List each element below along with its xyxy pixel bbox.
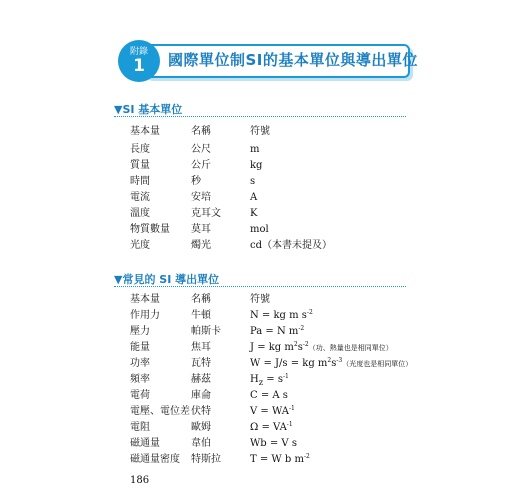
column-header-symbol: 符號 [250, 126, 270, 137]
table-row [0, 436, 520, 452]
formula-text: J = kg m [250, 342, 294, 353]
quantity-cell: 磁通量 [130, 438, 160, 449]
formula-exponent: -1 [286, 421, 293, 428]
symbol-cell: A [250, 192, 258, 203]
formula-exponent: -3 [336, 357, 343, 364]
table-row [0, 452, 520, 468]
table-row [0, 356, 520, 372]
symbol-cell: cd（本書未提及） [250, 240, 333, 251]
formula-text: Wb = V s [250, 438, 297, 449]
formula-cell [250, 324, 304, 340]
column-header-symbol: 符號 [250, 294, 270, 305]
symbol-cell: K [250, 208, 258, 219]
quantity-cell: 頻率 [130, 374, 150, 385]
symbol-cell: m [250, 144, 260, 155]
formula-exponent: -1 [288, 405, 295, 412]
column-header-name: 名稱 [191, 126, 211, 137]
table-row [0, 388, 520, 404]
quantity-cell: 磁通量密度 [130, 454, 180, 465]
unit-name-cell: 焦耳 [191, 342, 211, 353]
appendix-number: 1 [133, 56, 145, 76]
quantity-cell: 溫度 [130, 208, 150, 219]
unit-name-cell: 燭光 [191, 240, 211, 251]
formula-exponent: -2 [302, 341, 309, 348]
quantity-cell: 質量 [130, 160, 150, 171]
appendix-header [118, 40, 418, 82]
unit-name-cell: 伏特 [191, 406, 211, 417]
page-number: 186 [130, 475, 150, 486]
table-row [0, 238, 520, 254]
formula-cell [250, 388, 288, 404]
appendix-badge [118, 40, 160, 82]
unit-name-cell: 韋伯 [191, 438, 211, 449]
table-row [0, 174, 520, 190]
page-title: 國際單位制SI的基本單位與導出單位 [168, 51, 418, 69]
formula-note: （光度也是相同單位） [342, 360, 413, 368]
unit-name-cell: 克耳文 [191, 208, 221, 219]
formula-text: Pa = N m [250, 326, 299, 337]
formula-text: C = A s [250, 390, 288, 401]
base-table-header [0, 124, 520, 140]
symbol-cell: s [250, 176, 256, 187]
section-divider [114, 286, 406, 287]
symbol-cell: mol [250, 224, 269, 235]
formula-text: = s [263, 374, 283, 385]
unit-name-cell: 赫茲 [191, 374, 211, 385]
unit-name-cell: 公斤 [191, 160, 211, 171]
quantity-cell: 光度 [130, 240, 150, 251]
unit-name-cell: 庫侖 [191, 390, 211, 401]
formula-cell [250, 420, 293, 436]
unit-name-cell: 帕斯卡 [191, 326, 221, 337]
derived-section-title: ▼常見的 SI 導出單位 [114, 273, 220, 286]
unit-name-cell: 公尺 [191, 144, 211, 155]
derived-table-header [0, 292, 520, 308]
formula-exponent: -2 [303, 453, 310, 460]
table-row [0, 340, 520, 356]
quantity-cell: 電壓、電位差 [130, 406, 190, 417]
formula-cell [250, 356, 412, 372]
quantity-cell: 能量 [130, 342, 150, 353]
formula-text: Ω = VA [250, 422, 287, 433]
unit-name-cell: 秒 [191, 176, 201, 187]
formula-exponent: -2 [298, 325, 305, 332]
table-row [0, 404, 520, 420]
unit-name-cell: 特斯拉 [191, 454, 221, 465]
quantity-cell: 功率 [130, 358, 150, 369]
table-row [0, 308, 520, 324]
formula-text: V = WA [250, 406, 289, 417]
base-section-title: ▼SI 基本單位 [114, 103, 183, 116]
quantity-cell: 作用力 [130, 310, 160, 321]
formula-text: s [331, 358, 337, 369]
unit-name-cell: 安培 [191, 192, 211, 203]
quantity-cell: 電流 [130, 192, 150, 203]
column-header-name: 名稱 [191, 294, 211, 305]
table-row [0, 324, 520, 340]
table-row [0, 142, 520, 158]
formula-text: T = W b m [250, 454, 304, 465]
formula-subscript: z [258, 377, 264, 387]
unit-name-cell: 牛頓 [191, 310, 211, 321]
table-row [0, 158, 520, 174]
formula-exponent: 2 [293, 341, 298, 348]
quantity-cell: 電阻 [130, 422, 150, 433]
formula-text: H [250, 374, 259, 385]
formula-cell [250, 436, 297, 452]
table-row [0, 420, 520, 436]
formula-cell [250, 452, 310, 468]
column-header-quantity: 基本量 [130, 294, 160, 305]
table-row [0, 190, 520, 206]
formula-cell [250, 340, 393, 356]
unit-name-cell: 莫耳 [191, 224, 211, 235]
unit-name-cell: 瓦特 [191, 358, 211, 369]
quantity-cell: 物質數量 [130, 224, 170, 235]
formula-note: （功、熱量也是相同單位） [308, 344, 393, 352]
table-row [0, 372, 520, 388]
quantity-cell: 時間 [130, 176, 150, 187]
table-row [0, 222, 520, 238]
formula-cell [250, 404, 295, 420]
column-header-quantity: 基本量 [130, 126, 160, 137]
formula-cell [250, 308, 313, 324]
table-row [0, 206, 520, 222]
formula-exponent: -1 [283, 373, 289, 380]
formula-text: W = J/s = kg m [250, 358, 328, 369]
quantity-cell: 壓力 [130, 326, 150, 337]
quantity-cell: 長度 [130, 144, 150, 155]
formula-exponent: 2 [327, 357, 332, 364]
quantity-cell: 電荷 [130, 390, 150, 401]
appendix-label: 附錄 [129, 47, 148, 57]
formula-text: N = kg m s [250, 310, 307, 321]
section-divider [114, 116, 406, 117]
unit-name-cell: 歐姆 [191, 422, 211, 433]
formula-exponent: -2 [306, 309, 313, 316]
formula-text: s [297, 342, 303, 353]
symbol-cell: kg [250, 160, 263, 171]
